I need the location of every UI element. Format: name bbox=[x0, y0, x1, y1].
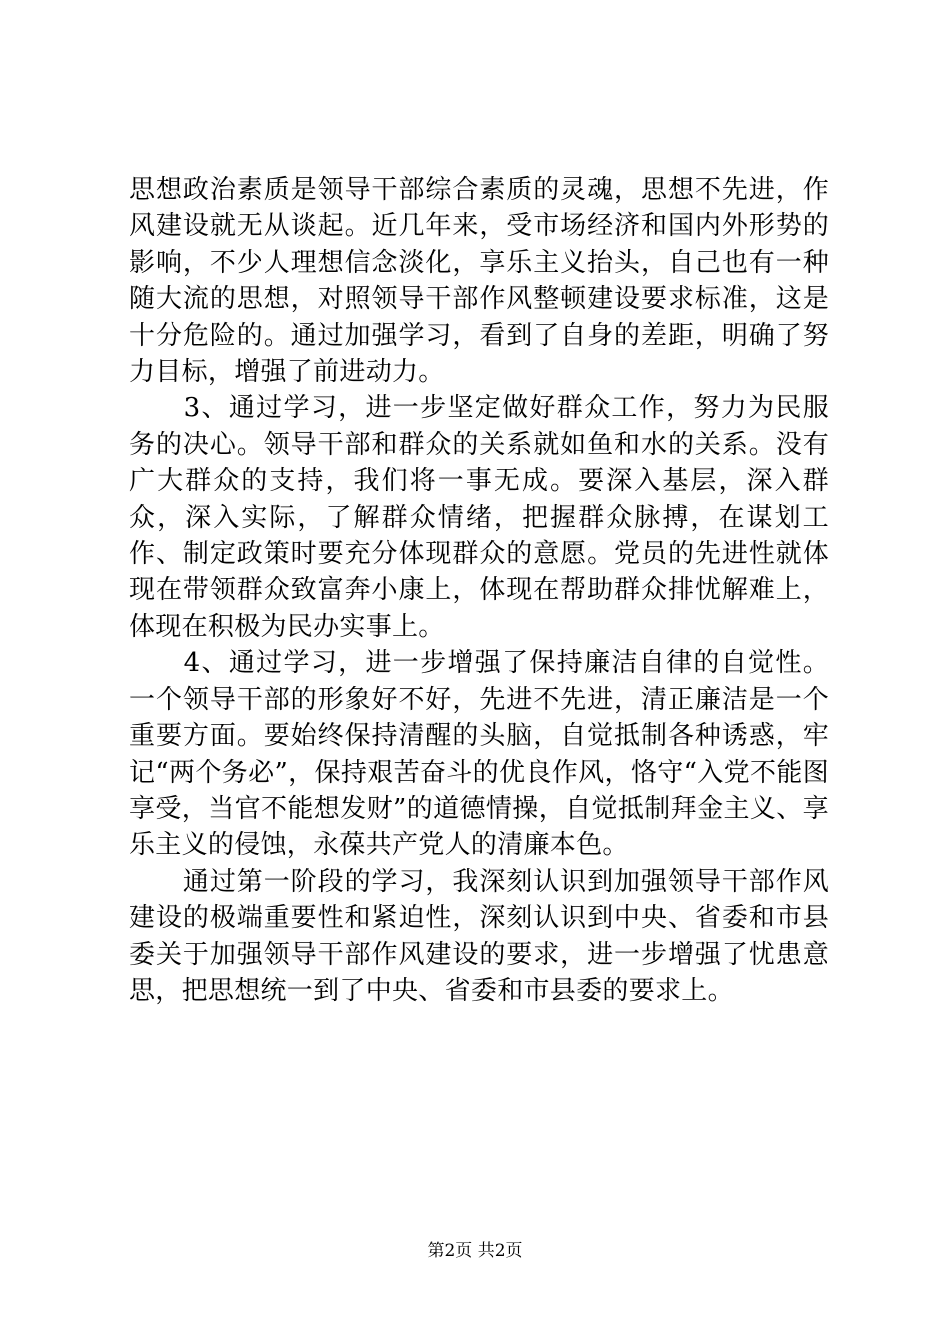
paragraph-1: 思想政治素质是领导干部综合素质的灵魂，思想不先进，作风建设就无从谈起。近几年来，受市场经济和国内外形势的影响，不少人理想信念淡化，享乐主义抬头，自己也有一种随大流的思想，对照领导干部作风整顿建设要求标准，这是十分危险的。通过加强学习，看到了自身的差距，明确了努力目标，增强了前进动力。 bbox=[129, 175, 829, 388]
paragraph-4: 通过第一阶段的学习，我深刻认识到加强领导干部作风建设的极端重要性和紧迫性，深刻认识到中央、省委和市县委关于加强领导干部作风建设的要求，进一步增强了忧患意思，把思想统一到了中央、省委和市县委的要求上。 bbox=[129, 866, 829, 1006]
paragraph-3: 4、通过学习，进一步增强了保持廉洁自律的自觉性。一个领导干部的形象好不好，先进不先进，清正廉洁是一个重要方面。要始终保持清醒的头脑，自觉抵制各种诱惑，牢记“两个务必”，保持艰苦奋斗的优良作风，恪守“入党不能图享受，当官不能想发财”的道德情操，自觉抵制拜金主义、享乐主义的侵蚀，永葆共产党人的清廉本色。 bbox=[129, 648, 829, 861]
page-footer: 第2页 共2页 bbox=[427, 1241, 523, 1261]
paragraph-2: 3、通过学习，进一步坚定做好群众工作，努力为民服务的决心。领导干部和群众的关系就如鱼和水的关系。没有广大群众的支持，我们将一事无成。要深入基层，深入群众，深入实际，了解群众情绪，把握群众脉搏，在谋划工作、制定政策时要充分体现群众的意愿。党员的先进性就体现在带领群众致富奔小康上，体现在帮助群众排忧解难上，体现在积极为民办实事上。 bbox=[129, 393, 829, 642]
document-body bbox=[129, 172, 829, 1009]
